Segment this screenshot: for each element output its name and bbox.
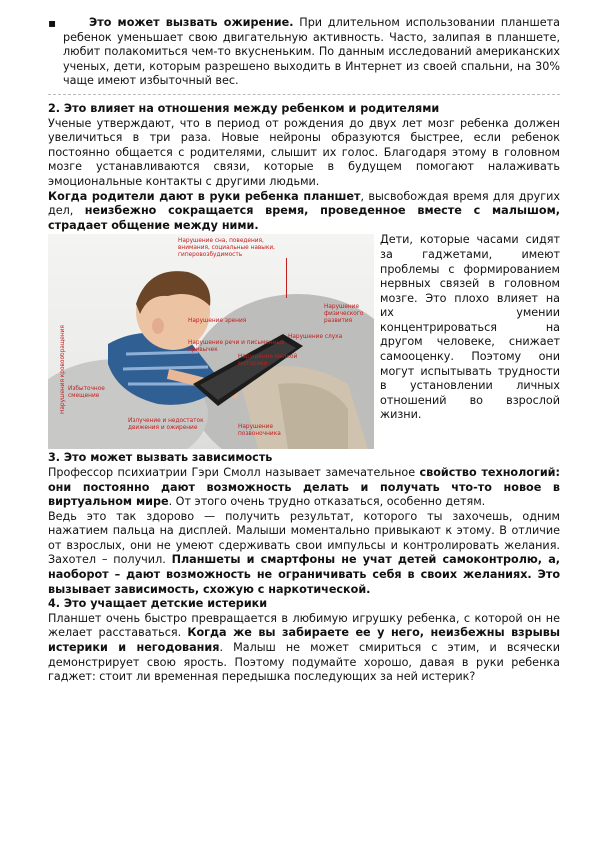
label-speech: Нарушение речи и письменных привычек (188, 340, 285, 354)
side-paragraph: Дети, которые часами сидят за гаджетами, имеют проблемы с формированием нервных связей в головном мозге. Это плохо влияет на их умении концентрироваться на другом человеке, снижает самооценку. Поэтому они могут испытывать трудности в установлении личных отношений во взрослой жизни. (380, 233, 560, 422)
label-spine: Нарушение позвоночника (238, 424, 281, 438)
document-page (48, 16, 560, 685)
s2-bold-2: неизбежно сокращается время, проведенное вместе с малышом, страдает общение между ними. (48, 204, 560, 232)
s3-p2-bold: Планшеты и смартфоны не учат детей самоконтролю, а, наоборот – дают возможность не ограничивать себя в своих желаниях. Это вызывает зависимость, схожую с наркотической. (48, 553, 561, 596)
label-vision: Нарушение зрения (188, 318, 247, 325)
divider (48, 94, 560, 95)
annotation-line (286, 258, 287, 298)
obesity-bold: Это может вызвать ожирение. (89, 16, 294, 29)
section-2-paragraph-2 (48, 190, 560, 234)
bullet-icon: ▪ (48, 16, 57, 30)
s2-text: , высвобождая время для других дел, (48, 189, 560, 218)
s4-p1-b: . Малыш не может смириться с этим, и всячески демонстрирует свою ярость. Поэтому подумайте хорошо, давая в руки ребенка гаджет: стоит ли временная передышка последующих за ней истерик? (48, 641, 560, 684)
label-obesity: Излучение и недостаток движения и ожирение (128, 418, 204, 432)
label-displacement: Избыточное смещение (68, 386, 105, 400)
section-2-paragraph-1: Ученые утверждают, что в период от рождения до двух лет мозг ребенка должен увеличиться в три раза. Новые нейроны образуются быстрее, если ребенок постоянно общается с родителями, слышит их голос. Благодаря этому в головном мозге устанавливаются связи, которые в будущем помогают налаживать эмоциональные контакты с другими людьми. (48, 116, 560, 188)
s3-p1-b: . От этого очень трудно отказаться, особенно детям. (168, 495, 486, 509)
section-3-paragraph-1 (48, 466, 560, 510)
label-physical: Нарушение физического развития (324, 304, 364, 325)
section-3-heading: 3. Это может вызвать зависимость (48, 451, 273, 465)
label-motor: Нарушение мелкой моторики (238, 354, 298, 368)
label-circulation: Нарушения кровообращения (60, 325, 66, 415)
section-4-paragraph-1 (48, 612, 560, 685)
obesity-paragraph (63, 16, 560, 89)
s3-p1-bold: свойство технологий: они постоянно дают возможность делать и получать что-то новое в виртуальном мире (48, 465, 560, 509)
label-sleep: Нарушение сна, поведения, внимания, социальные навыки, гиперовозбудимость (178, 238, 275, 259)
s3-p1-a: Профессор психиатрии Гэри Смолл называет замечательное (48, 465, 420, 479)
s3-p2-a: Ведь это так здорово — получить результат, которого ты захочешь, одним нажатием пальца на дисплей. Малыши моментально привыкают к этому. В отличие от взрослых, они не умеют сдерживать свои импульсы и контролировать желания. Захотел – получил. (48, 509, 560, 567)
section-2-heading: 2. Это влияет на отношения между ребенком и родителями (48, 101, 440, 115)
section-3-paragraph-2 (48, 510, 560, 598)
child-with-tablet-photo (48, 234, 374, 449)
s2-bold-1: Когда родители дают в руки ребенка планшет (48, 189, 361, 203)
section-4-heading: 4. Это учащает детские истерики (48, 597, 268, 611)
label-hearing: Нарушение слуха (288, 334, 343, 341)
obesity-text: При длительном использовании планшета ребенок уменьшает свою двигательную активность. Часто, залипая в планшете, любит полакомиться чем-то вкусненьким. По данным исследований американских ученых, дети, которым разрешено выходить в Интернет из своей спальни, на 30% чаще имеют избыточный вес. (63, 16, 560, 88)
obesity-bullet (48, 16, 560, 89)
photo-with-text (48, 233, 560, 451)
s4-p1-a: Планшет очень быстро превращается в любимую игрушку ребенка, с которой он не желает расставаться. (48, 611, 560, 640)
s4-p1-bold: Когда же вы забираете ее у него, неизбежны взрывы истерики и негодования (48, 626, 560, 655)
